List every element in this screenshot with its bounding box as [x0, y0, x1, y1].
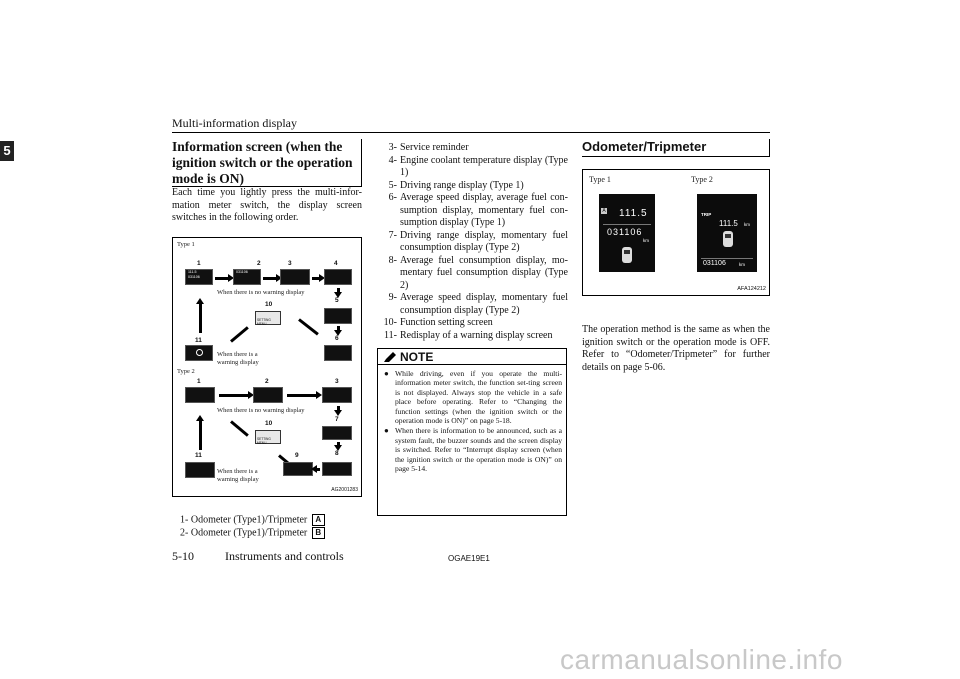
document-code: OGAE19E1 — [448, 554, 490, 563]
screen-t2-average-speed — [283, 462, 313, 476]
odo-type1-total: 031106 — [607, 227, 643, 237]
odo-type1-label: Type 1 — [589, 175, 611, 184]
figure-type1-label: Type 1 — [177, 241, 195, 248]
flow-arrow — [337, 406, 340, 411]
screen-trip-a: 111.5 — [188, 270, 197, 274]
screen-t1-driving-range — [324, 308, 352, 324]
list-item: 9- Average speed display, momentary fuel consumption display (Type 2) — [388, 292, 568, 316]
no-warning-label-t1: When there is no warning display — [217, 289, 305, 296]
flow-arrow — [312, 277, 320, 280]
flow-arrow — [230, 420, 249, 436]
screen-t1-average-speed — [324, 345, 352, 361]
odometer-text: The operation method is the same as when the ignition switch or the operation mode is OFF. Refer to “Odometer/Tripmeter” for further details on page 5-06. — [582, 324, 770, 373]
screen-t1-odometer-a — [185, 269, 213, 285]
odo-type2-screen — [697, 194, 757, 272]
flow-arrow — [230, 326, 249, 342]
heading-rule — [582, 156, 770, 157]
odo-type2-trip: 111.5 — [719, 219, 738, 228]
warning-icon — [196, 349, 203, 356]
tripmeter-a-badge: A — [312, 514, 325, 526]
legend-num: 2- — [180, 527, 189, 539]
flow-arrow — [337, 288, 340, 293]
warning-label-t2-line2: warning display — [217, 476, 259, 483]
odo-type1-screen — [599, 194, 655, 272]
screen-t2-driving-range — [322, 426, 352, 440]
footer-section: Instruments and controls — [225, 549, 344, 563]
fig-num-t1-5: 5 — [335, 297, 339, 304]
note-title: NOTE — [400, 350, 434, 364]
screen-t2-service-reminder — [322, 387, 352, 403]
screen-odo-b: 031106 — [236, 270, 248, 274]
odo-type2-trip-unit: km — [744, 222, 750, 227]
legend-num: 1- — [180, 514, 189, 526]
flow-arrow — [316, 468, 320, 471]
divider — [603, 224, 651, 225]
screen-t1-setting-menu — [255, 311, 281, 325]
legend-item-2 — [180, 527, 360, 540]
fig-num-t2-9: 9 — [295, 452, 299, 459]
warning-label-t1-line2: warning display — [217, 359, 259, 366]
section-tab: 5 — [0, 141, 14, 161]
note-box — [377, 348, 567, 516]
trip-tag: TRIP — [701, 212, 712, 217]
flow-arrow — [287, 394, 317, 397]
screen-t1-odometer-b — [233, 269, 261, 285]
screen-t2-odometer-a — [185, 387, 215, 403]
odometer-heading: Odometer/Tripmeter — [582, 139, 707, 154]
flow-arrow — [219, 394, 249, 397]
car-icon — [620, 246, 634, 264]
odometer-figure — [582, 169, 770, 296]
setting-menu-text-t1: SETTING MENU — [257, 318, 271, 326]
fig-num-t2-1: 1 — [197, 378, 201, 385]
list-item: 4- Engine coolant temperature display (Type 1) — [388, 154, 568, 178]
bullet-icon: ● — [384, 369, 389, 378]
list-item: 8- Average fuel consumption display, mo-mentary fuel consumption display (Type 2) — [388, 254, 568, 291]
fig-num-t2-8: 8 — [335, 450, 339, 457]
divider — [701, 258, 753, 259]
note-body — [384, 369, 562, 474]
fig-num-t1-10: 10 — [265, 301, 273, 308]
heading-rule-vertical — [769, 139, 770, 157]
figure-type2-label: Type 2 — [177, 368, 195, 375]
info-screen-intro: Each time you lightly press the multi-infor-mation meter switch, the display screen switches in the following order. — [172, 187, 362, 223]
watermark: carmanualsonline.info — [560, 644, 843, 675]
screen-t1-warning — [185, 345, 213, 361]
tripmeter-b-badge: B — [312, 527, 325, 539]
note-bullet: ● While driving, even if you operate the multi-information meter switch, the function set-ting screen is not displayed. Always stop the vehicle in a safe place before operating. Refer to “Changing the function settings (when the ignition switch or the operation mode is ON)” on page 5-18. — [384, 369, 562, 426]
legend-item-1 — [180, 514, 360, 527]
trip-a-icon: A — [602, 208, 606, 214]
header-rule — [172, 132, 770, 133]
fig-num-t2-11: 11 — [195, 452, 202, 459]
fig-num-t1-6: 6 — [335, 335, 339, 342]
fig-num-t2-2: 2 — [265, 378, 269, 385]
screen-t1-coolant-temp — [324, 269, 352, 285]
screen-t1-service-reminder — [280, 269, 310, 285]
note-header — [378, 349, 566, 365]
info-screen-heading: Information screen (when the ignition switch or the operation mode is ON) — [172, 139, 353, 186]
setting-menu-text-t2: SETTING MENU — [257, 437, 271, 445]
fig-num-t2-3: 3 — [335, 378, 339, 385]
fig-num-t2-10: 10 — [265, 420, 273, 427]
flow-arrow — [337, 326, 340, 331]
odo-figure-code: AFA124212 — [737, 286, 766, 292]
list-item: 11- Redisplay of a warning display screen — [384, 329, 553, 341]
display-order-figure — [172, 237, 362, 497]
pencil-icon — [383, 351, 397, 363]
list-item: 5- Driving range display (Type 1) — [388, 179, 524, 191]
page-header-title: Multi-information display — [172, 116, 297, 130]
fig-num-t1-2: 2 — [257, 260, 261, 267]
odo-type2-total: 031106 — [703, 260, 726, 267]
bullet-icon: ● — [384, 426, 389, 436]
flow-arrow — [199, 303, 202, 333]
list-item: 3- Service reminder — [388, 142, 469, 153]
warning-label-t2-line1: When there is a — [217, 468, 258, 475]
flow-arrow — [337, 442, 340, 446]
screen-odo-a: 031106 — [188, 275, 200, 279]
odo-type2-label: Type 2 — [691, 175, 713, 184]
display-order-list — [378, 142, 568, 342]
flow-arrow — [263, 277, 277, 280]
list-item: 7- Driving range display, momentary fuel consumption display (Type 2) — [388, 229, 568, 253]
legend-text: Odometer (Type1)/Tripmeter — [190, 514, 308, 526]
odo-type2-total-unit: km — [739, 262, 745, 267]
heading-rule-vertical — [361, 139, 362, 187]
legend-text: Odometer (Type1)/Tripmeter — [190, 527, 308, 539]
list-item: 10- Function setting screen — [383, 317, 493, 328]
figure-code: AG2001283 — [331, 487, 358, 493]
screen-t2-average-fuel — [322, 462, 352, 476]
fig-num-t1-11: 11 — [195, 337, 202, 344]
fig-num-t2-7: 7 — [335, 416, 339, 423]
no-warning-label-t2: When there is no warning display — [217, 407, 305, 414]
warning-label-t1-line1: When there is a — [217, 351, 258, 358]
fig-num-t1-1: 1 — [197, 260, 201, 267]
odo-type1-unit: km — [643, 238, 649, 243]
list-item: 6- Average speed display, average fuel con-sumption display, momentary fuel con-sumption display (Type 1) — [388, 192, 568, 228]
screen-t2-setting-menu — [255, 430, 281, 444]
screen-t2-warning — [185, 462, 215, 478]
screen-t2-odometer-b — [253, 387, 283, 403]
odo-type1-trip: 111.5 — [619, 208, 648, 219]
fig-num-t1-3: 3 — [288, 260, 292, 267]
note-bullet: ● When there is information to be announced, such as a system fault, the buzzer sounds and the screen display is switched. Refer to “Interrupt display screen (when the ignition switch or the operation mode is ON)” on page 5-14. — [384, 426, 562, 474]
flow-arrow — [199, 420, 202, 450]
fig-num-t1-4: 4 — [334, 260, 338, 267]
flow-arrow — [298, 318, 319, 335]
page-number: 5-10 — [172, 549, 194, 563]
car-icon — [721, 230, 735, 248]
flow-arrow — [215, 277, 229, 280]
